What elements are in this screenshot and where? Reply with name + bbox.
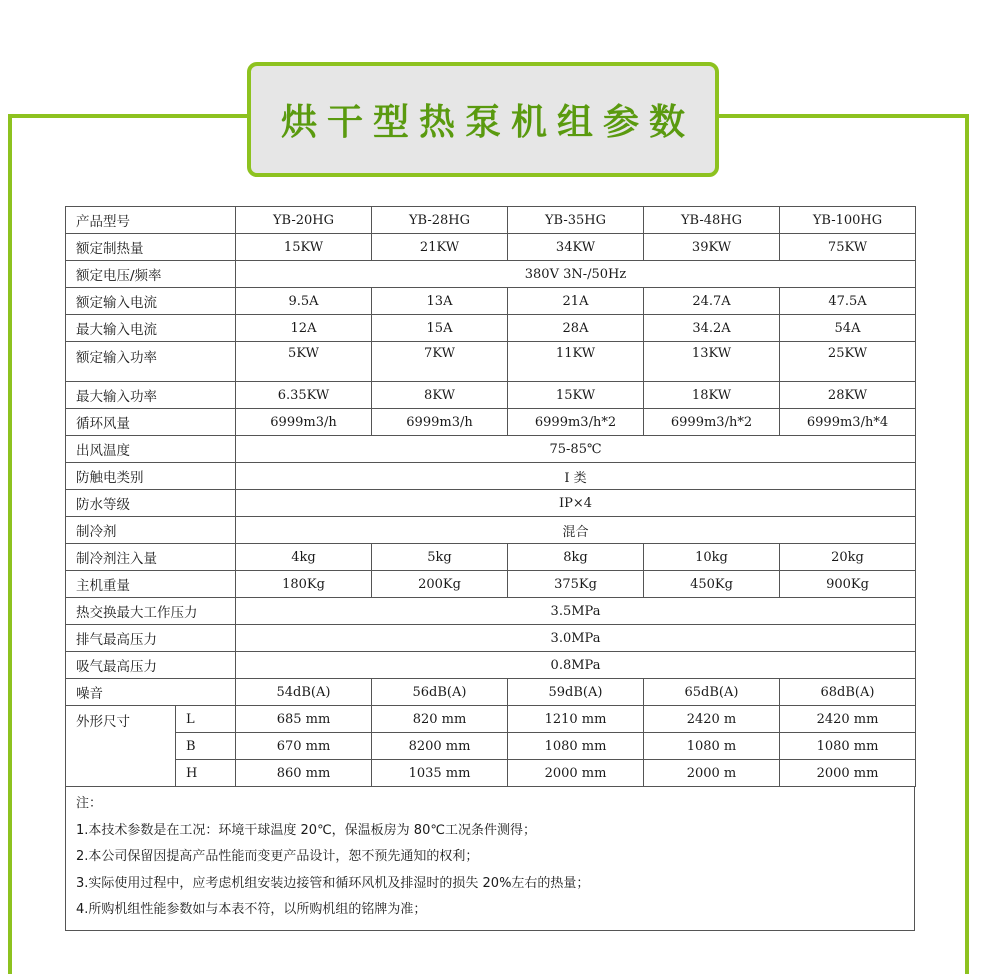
table-row-dimension [66, 706, 916, 733]
row-label: 产品型号 [66, 207, 236, 234]
value-cell: 39KW [644, 234, 780, 261]
row-label: 吸气最高压力 [66, 652, 236, 679]
value-cell: 59dB(A) [508, 679, 644, 706]
note-item-3: 3.实际使用过程中，应考虑机组安装边接管和循环风机及排湿时的损失 20%左右的热量； [76, 875, 590, 891]
row-label: 最大输入功率 [66, 382, 236, 409]
title-banner [247, 62, 719, 177]
merged-value-cell: 75-85℃ [236, 436, 916, 463]
value-cell: 24.7A [644, 288, 780, 315]
value-cell: 1035 mm [372, 760, 508, 787]
table-row [66, 382, 916, 409]
row-label: 热交换最大工作压力 [66, 598, 236, 625]
value-cell: 8kg [508, 544, 644, 571]
row-label: 出风温度 [66, 436, 236, 463]
table-row [66, 571, 916, 598]
value-cell: 21A [508, 288, 644, 315]
value-cell: 4kg [236, 544, 372, 571]
merged-value-cell: IP×4 [236, 490, 916, 517]
table-row-dimension [66, 760, 916, 787]
dimension-axis-cell: B [176, 733, 236, 760]
value-cell: 21KW [372, 234, 508, 261]
value-cell: 6999m3/h*2 [644, 409, 780, 436]
row-label: 制冷剂注入量 [66, 544, 236, 571]
value-cell: 13KW [644, 342, 780, 382]
row-label: 额定输入电流 [66, 288, 236, 315]
value-cell: 180Kg [236, 571, 372, 598]
value-cell: 685 mm [236, 706, 372, 733]
table-row [66, 625, 916, 652]
value-cell: 6999m3/h [236, 409, 372, 436]
table-row [66, 342, 916, 382]
note-item-4: 4.所购机组性能参数如与本表不符，以所购机组的铭牌为准； [76, 902, 427, 917]
value-cell: 450Kg [644, 571, 780, 598]
value-cell: 15KW [236, 234, 372, 261]
value-cell: 10kg [644, 544, 780, 571]
model-cell: YB-35HG [508, 207, 644, 234]
merged-value-cell: 0.8MPa [236, 652, 916, 679]
row-label: 防触电类别 [66, 463, 236, 490]
table-row [66, 315, 916, 342]
table-row [66, 288, 916, 315]
table-row [66, 436, 916, 463]
value-cell: 12A [236, 315, 372, 342]
value-cell: 860 mm [236, 760, 372, 787]
row-label: 额定输入功率 [66, 342, 236, 382]
merged-value-cell: 3.0MPa [236, 625, 916, 652]
value-cell: 54A [780, 315, 916, 342]
model-cell: YB-28HG [372, 207, 508, 234]
value-cell: 7KW [372, 342, 508, 382]
note-item-1: 1.本技术参数是在工况：环境干球温度 20℃，保温板房为 80℃工况条件测得； [76, 822, 536, 838]
value-cell: 1080 m [644, 733, 780, 760]
row-label: 循环风量 [66, 409, 236, 436]
value-cell: 670 mm [236, 733, 372, 760]
value-cell: 5KW [236, 342, 372, 382]
value-cell: 54dB(A) [236, 679, 372, 706]
row-label: 制冷剂 [66, 517, 236, 544]
value-cell: 34KW [508, 234, 644, 261]
table-row [66, 652, 916, 679]
merged-value-cell: 3.5MPa [236, 598, 916, 625]
table-row [66, 234, 916, 261]
value-cell: 65dB(A) [644, 679, 780, 706]
value-cell: 28KW [780, 382, 916, 409]
row-label: 额定制热量 [66, 234, 236, 261]
value-cell: 6.35KW [236, 382, 372, 409]
value-cell: 2420 mm [780, 706, 916, 733]
row-label: 防水等级 [66, 490, 236, 517]
value-cell: 200Kg [372, 571, 508, 598]
value-cell: 1210 mm [508, 706, 644, 733]
table-row [66, 598, 916, 625]
table-row [66, 261, 916, 288]
merged-value-cell: I 类 [236, 463, 916, 490]
value-cell: 2000 m [644, 760, 780, 787]
value-cell: 2000 mm [508, 760, 644, 787]
value-cell: 28A [508, 315, 644, 342]
table-row [66, 409, 916, 436]
table-row [66, 490, 916, 517]
note-item-2: 2.本公司保留因提高产品性能而变更产品设计，恕不预先通知的权利； [76, 849, 479, 864]
value-cell: 8KW [372, 382, 508, 409]
notes-heading: 注： [76, 796, 103, 811]
value-cell: 1080 mm [780, 733, 916, 760]
spec-table-container [65, 206, 915, 931]
value-cell: 20kg [780, 544, 916, 571]
model-cell: YB-100HG [780, 207, 916, 234]
row-label: 外形尺寸 [66, 706, 176, 787]
model-cell: YB-20HG [236, 207, 372, 234]
value-cell: 68dB(A) [780, 679, 916, 706]
value-cell: 25KW [780, 342, 916, 382]
value-cell: 1080 mm [508, 733, 644, 760]
value-cell: 15KW [508, 382, 644, 409]
model-cell: YB-48HG [644, 207, 780, 234]
merged-value-cell: 380V 3N-/50Hz [236, 261, 916, 288]
value-cell: 18KW [644, 382, 780, 409]
value-cell: 9.5A [236, 288, 372, 315]
table-row-model [66, 207, 916, 234]
table-row [66, 517, 916, 544]
value-cell: 47.5A [780, 288, 916, 315]
table-row [66, 463, 916, 490]
value-cell: 820 mm [372, 706, 508, 733]
value-cell: 5kg [372, 544, 508, 571]
value-cell: 6999m3/h [372, 409, 508, 436]
value-cell: 375Kg [508, 571, 644, 598]
value-cell: 8200 mm [372, 733, 508, 760]
value-cell: 2420 m [644, 706, 780, 733]
row-label: 噪音 [66, 679, 236, 706]
table-row-dimension [66, 733, 916, 760]
value-cell: 56dB(A) [372, 679, 508, 706]
table-row [66, 679, 916, 706]
merged-value-cell: 混合 [236, 517, 916, 544]
notes-section [65, 787, 915, 931]
value-cell: 2000 mm [780, 760, 916, 787]
value-cell: 13A [372, 288, 508, 315]
page-title: 烘干型热泵机组参数 [280, 102, 695, 143]
row-label: 排气最高压力 [66, 625, 236, 652]
spec-table [65, 206, 916, 787]
value-cell: 11KW [508, 342, 644, 382]
value-cell: 900Kg [780, 571, 916, 598]
value-cell: 15A [372, 315, 508, 342]
value-cell: 6999m3/h*4 [780, 409, 916, 436]
row-label: 主机重量 [66, 571, 236, 598]
table-row [66, 544, 916, 571]
value-cell: 6999m3/h*2 [508, 409, 644, 436]
dimension-axis-cell: H [176, 760, 236, 787]
row-label: 最大输入电流 [66, 315, 236, 342]
value-cell: 34.2A [644, 315, 780, 342]
dimension-axis-cell: L [176, 706, 236, 733]
row-label: 额定电压/频率 [66, 261, 236, 288]
value-cell: 75KW [780, 234, 916, 261]
